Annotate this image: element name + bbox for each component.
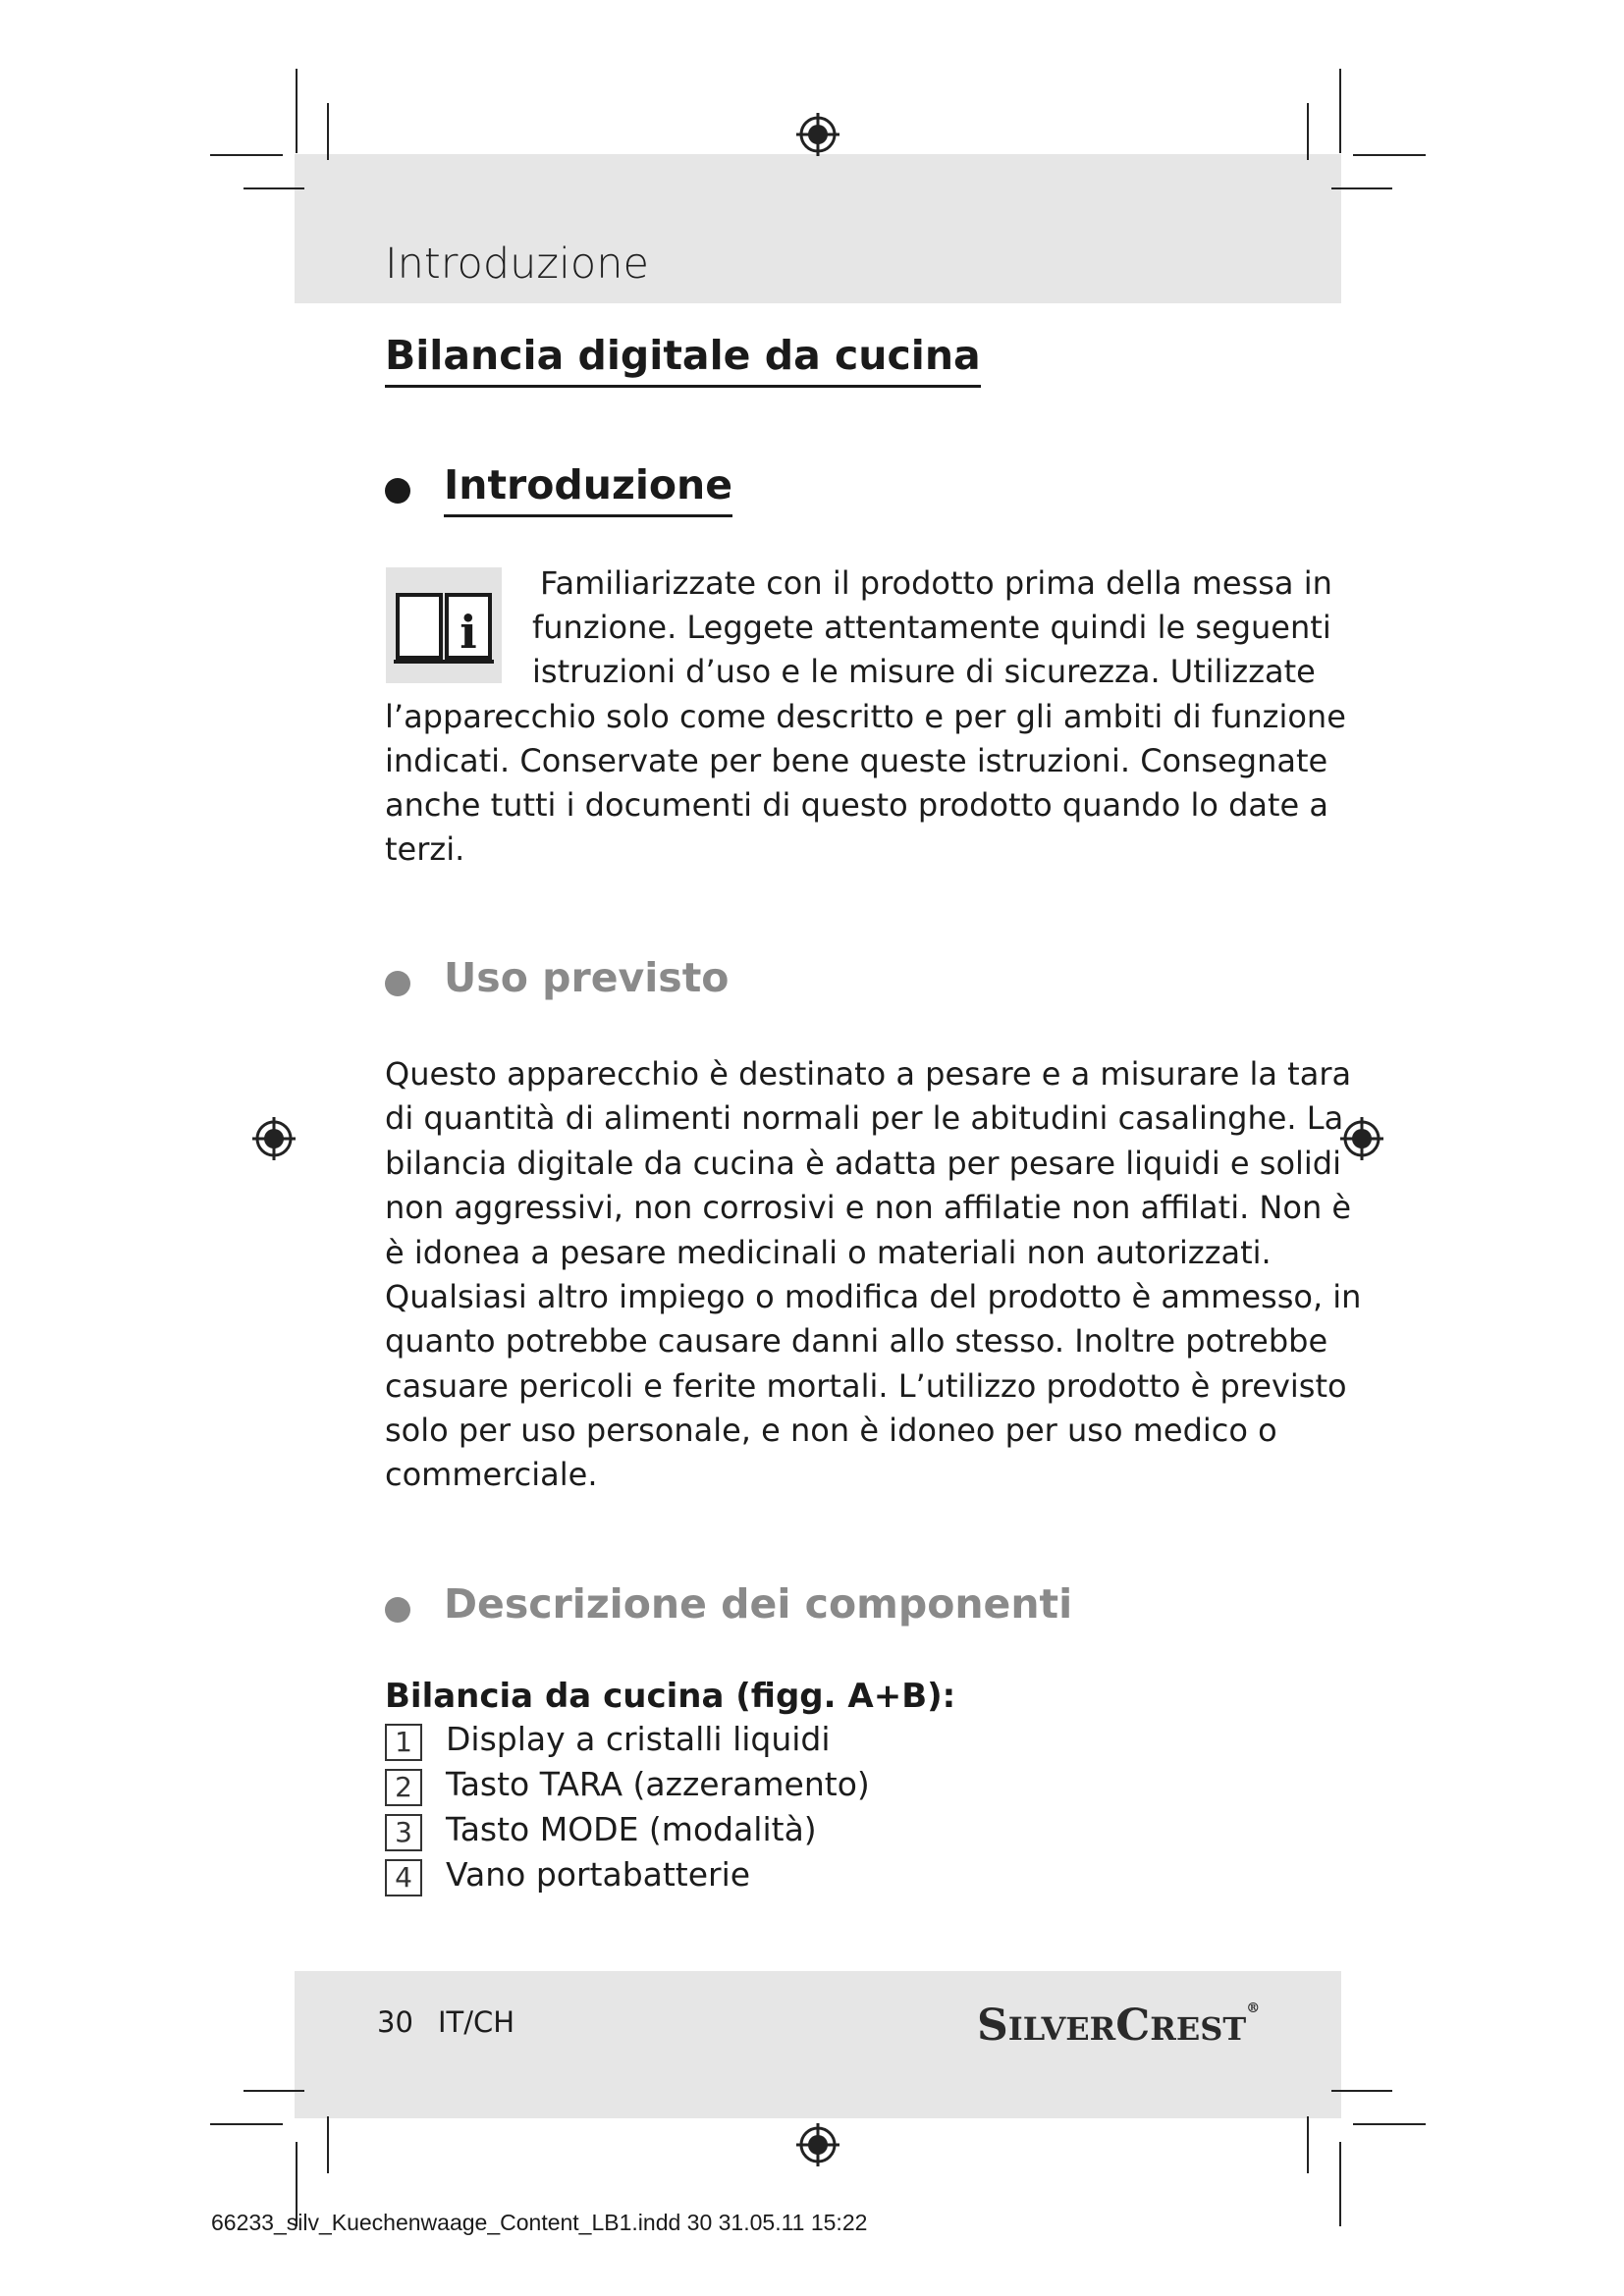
print-slug: 66233_silv_Kuechenwaage_Content_LB1.indd 30 31.05.11 15:22 [211,2210,868,2235]
crop-mark [1353,154,1426,156]
section-heading: Introduzione [444,461,732,517]
text-line: bilancia digitale da cucina è adatta per pesare liquidi e solidi [385,1145,1341,1182]
brand-letters: ILVER [1007,2010,1116,2048]
crop-mark [1331,2090,1392,2092]
registration-mark-icon [250,1115,298,1162]
crop-mark [210,2123,283,2125]
text-line: Questo apparecchio è destinato a pesare e a misurare la tara [385,1055,1352,1093]
text-line: Qualsiasi altro impiego o modifica del prodotto è ammesso, in [385,1278,1362,1315]
crop-mark [327,103,329,160]
text-line: non aggressivi, non corrosivi e non affilatie non affilati. Non è [385,1189,1352,1226]
text-line: anche tutti i documenti di questo prodotto quando lo date a [385,786,1329,824]
text-line: terzi. [385,830,465,868]
text-line: è idonea a pesare medicinali o materiali non autorizzati. [385,1234,1272,1271]
crop-mark [1353,2123,1426,2125]
text-line: indicati. Conservate per bene queste istruzioni. Consegnate [385,742,1328,779]
component-number: 4 [385,1859,422,1896]
crop-mark [1331,187,1392,189]
component-label: Tasto TARA (azzeramento) [446,1765,870,1803]
crop-mark [244,2090,304,2092]
page-locale: IT/CH [438,2005,515,2039]
text-line: Familiarizzate con il prodotto prima della messa in [540,564,1332,602]
component-number: 1 [385,1724,422,1761]
crop-mark [1339,69,1341,153]
page-number: 30 [377,2005,413,2039]
brand-letter: C [1115,2001,1151,2051]
component-number: 3 [385,1814,422,1851]
text-line: di quantità di alimenti normali per le abitudini casalinghe. La [385,1099,1344,1137]
components-subheading: Bilancia da cucina (figg. A+B): [385,1677,956,1716]
crop-mark [327,2116,329,2173]
crop-mark [244,187,304,189]
registration-mark-icon [1338,1115,1385,1162]
text-line: l’apparecchio solo come descritto e per gli ambiti di funzione [385,698,1346,735]
text-line: istruzioni d’uso e le misure di sicurezza. Utilizzate [532,653,1316,690]
crop-mark [210,154,283,156]
text-line: solo per uso personale, e non è idoneo per uso medico o [385,1412,1277,1449]
crop-mark [1307,2116,1309,2173]
component-label: Tasto MODE (modalità) [446,1810,817,1848]
bullet-icon [385,1597,410,1623]
registration-mark-icon [794,111,841,158]
text-line: funzione. Leggete attentamente quindi le seguenti [532,609,1331,646]
component-number: 2 [385,1769,422,1806]
info-book-icon [386,567,502,683]
text-line: quanto potrebbe causare danni allo stesso. Inoltre potrebbe [385,1322,1328,1360]
text-line: casuare pericoli e ferite mortali. L’utilizzo prodotto è previsto [385,1367,1347,1405]
section-heading: Descrizione dei componenti [444,1580,1073,1628]
document-title: Bilancia digitale da cucina [385,332,981,388]
bullet-icon [385,971,410,996]
brand-letter: S [977,2001,1008,2051]
header-section-title: Introduzione [385,240,649,289]
brand-letters: REST [1150,2010,1247,2048]
crop-mark [296,69,298,153]
component-label: Vano portabatterie [446,1855,751,1894]
crop-mark [1307,103,1309,160]
svg-text:i: i [460,606,477,659]
component-label: Display a cristalli liquidi [446,1720,831,1758]
registration-mark-icon [794,2121,841,2168]
section-heading: Uso previsto [444,954,730,1001]
text-line: commerciale. [385,1456,598,1493]
crop-mark [1339,2142,1341,2226]
brand-logo [977,2001,1260,2051]
bullet-icon [385,478,410,504]
registered-mark: ® [1246,2001,1261,2016]
